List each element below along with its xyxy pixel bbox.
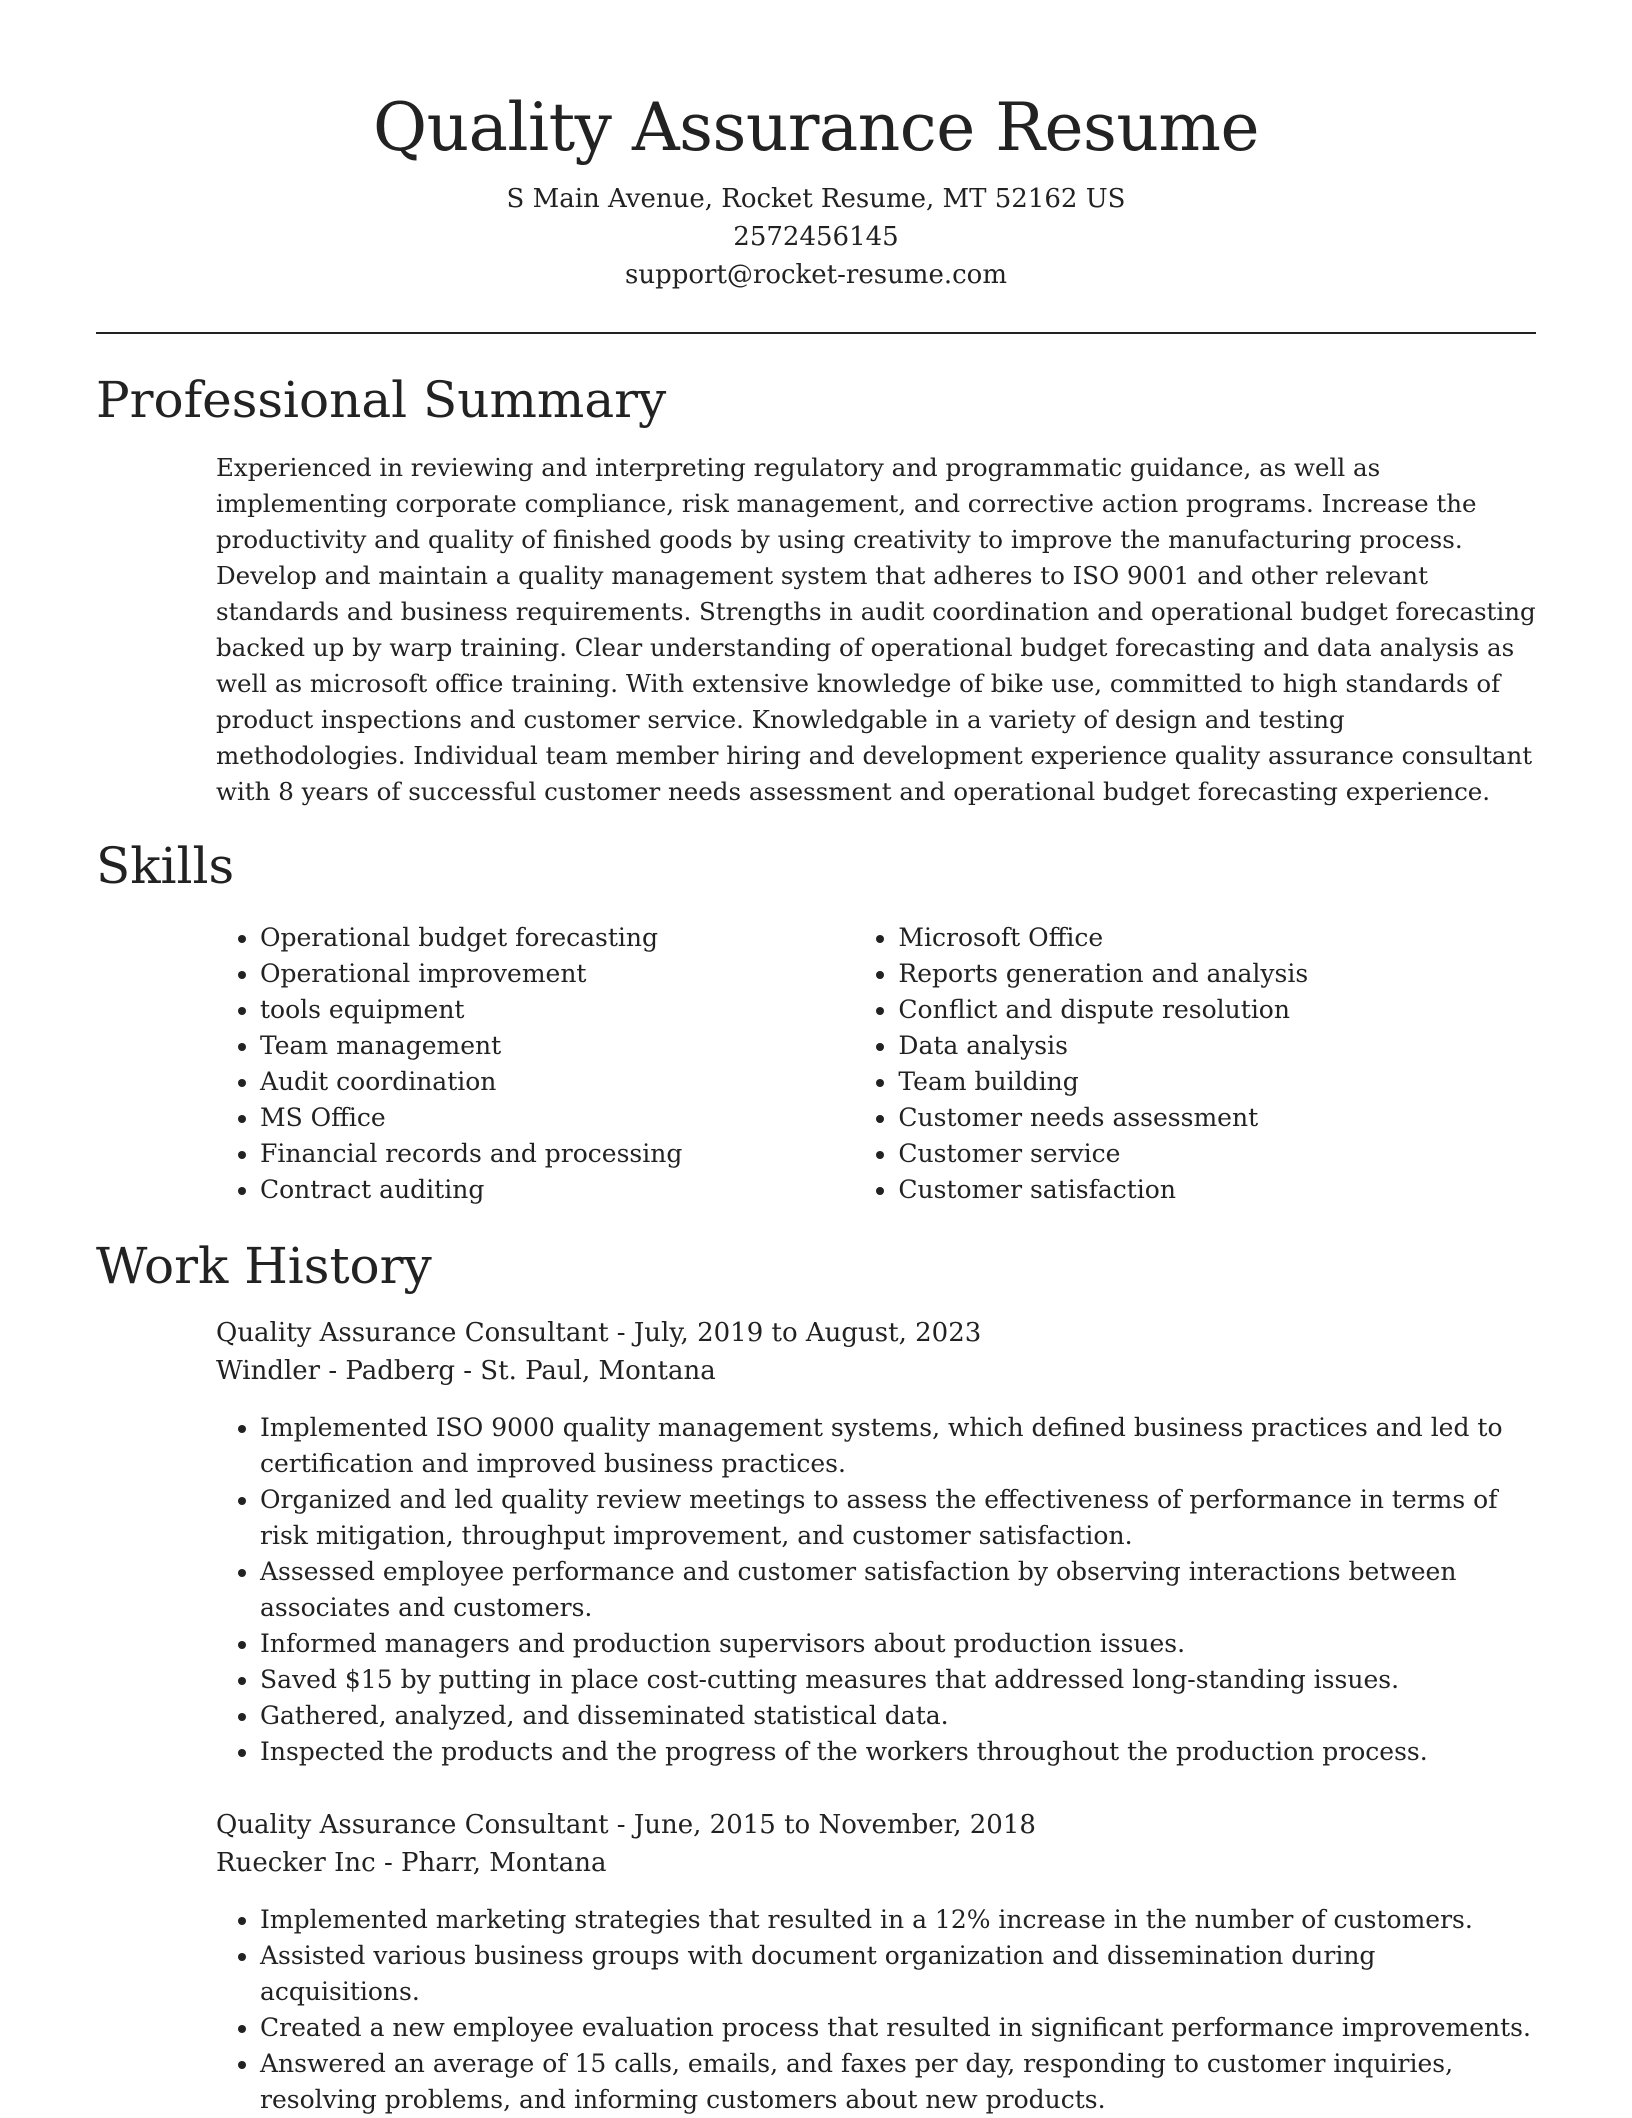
- skills-heading: Skills: [96, 837, 235, 895]
- summary-section: [96, 368, 1536, 810]
- skill-item: • Data analysis: [898, 1028, 1536, 1064]
- job-bullet: • Implemented ISO 9000 quality management systems, which defined business practices and led to certification and improved business practices.: [260, 1410, 1536, 1482]
- skill-item: • Microsoft Office: [898, 920, 1536, 956]
- contact-email: support@rocket-resume.com: [624, 260, 1007, 290]
- job-bullet: • Assessed employee performance and customer satisfaction by observing interactions between associates and customers.: [260, 1554, 1536, 1626]
- summary-heading: Professional Summary: [96, 371, 667, 429]
- job-bullet: • Assisted various business groups with document organization and dissemination during acquisitions.: [260, 1938, 1536, 2010]
- skills-column-left: [216, 920, 854, 1208]
- job-bullet: • Organized and led quality review meetings to assess the effectiveness of performance in terms of risk mitigation, throughput improvement, and customer satisfaction.: [260, 1482, 1536, 1554]
- job-bullet: • Implemented marketing strategies that resulted in a 12% increase in the number of customers.: [260, 1902, 1536, 1938]
- job-bullet-list: [216, 1902, 1536, 2118]
- job-entry: [216, 1314, 1536, 1770]
- job-bullet: • Informed managers and production supervisors about production issues.: [260, 1626, 1536, 1662]
- job-heading: Quality Assurance Consultant - June, 2015 to November, 2018: [216, 1810, 1036, 1840]
- job-entry: [216, 1806, 1536, 2118]
- skills-grid: [216, 920, 1536, 1208]
- header-divider: [96, 332, 1536, 334]
- skill-item: • Team building: [898, 1064, 1536, 1100]
- skill-item: • Team management: [260, 1028, 854, 1064]
- skills-section: [96, 834, 1536, 1208]
- job-company: Ruecker Inc - Pharr, Montana: [216, 1848, 607, 1878]
- resume-page: [96, 0, 1536, 2118]
- resume-header: [96, 0, 1536, 294]
- skill-item: • Operational budget forecasting: [260, 920, 854, 956]
- contact-info: [96, 180, 1536, 294]
- skill-item: • Customer needs assessment: [898, 1100, 1536, 1136]
- contact-address: S Main Avenue, Rocket Resume, MT 52162 US: [506, 184, 1126, 214]
- job-bullet: • Created a new employee evaluation process that resulted in significant performance improvements.: [260, 2010, 1536, 2046]
- skill-item: • Contract auditing: [260, 1172, 854, 1208]
- job-bullet: • Answered an average of 15 calls, emails, and faxes per day, responding to customer inquiries, resolving problems, and informing customers about new products.: [260, 2046, 1536, 2118]
- job-bullet: • Saved $15 by putting in place cost-cutting measures that addressed long-standing issues.: [260, 1662, 1536, 1698]
- job-heading: Quality Assurance Consultant - July, 2019 to August, 2023: [216, 1318, 982, 1348]
- job-company: Windler - Padberg - St. Paul, Montana: [216, 1356, 716, 1386]
- skill-item: • Customer satisfaction: [898, 1172, 1536, 1208]
- skill-item: • Operational improvement: [260, 956, 854, 992]
- resume-title: Quality Assurance Resume: [372, 89, 1260, 166]
- job-bullet: • Gathered, analyzed, and disseminated statistical data.: [260, 1698, 1536, 1734]
- skill-item: • Financial records and processing: [260, 1136, 854, 1172]
- work-history-section: [96, 1234, 1536, 2118]
- skill-item: • Audit coordination: [260, 1064, 854, 1100]
- skill-item: • Customer service: [898, 1136, 1536, 1172]
- skill-item: • Reports generation and analysis: [898, 956, 1536, 992]
- summary-text: Experienced in reviewing and interpreting regulatory and programmatic guidance, as well as implementing corporate compliance, risk management, and corrective action programs. Increase the productivity and quality of finished goods by using creativity to improve the manufacturing process. Develop and maintain a quality management system that adheres to ISO 9001 and other relevant standards and business requirements. Strengths in audit coordination and operational budget forecasting backed up by warp training. Clear understanding of operational budget forecasting and data analysis as well as microsoft office training. With extensive knowledge of bike use, committed to high standards of product inspections and customer service. Knowledgable in a variety of design and testing methodologies. Individual team member hiring and development experience quality assurance consultant with 8 years of successful customer needs assessment and operational budget forecasting experience.: [216, 453, 1536, 806]
- skill-item: • Conflict and dispute resolution: [898, 992, 1536, 1028]
- skill-item: • MS Office: [260, 1100, 854, 1136]
- skill-item: • tools equipment: [260, 992, 854, 1028]
- work-history-heading: Work History: [96, 1237, 432, 1295]
- skills-column-right: [854, 920, 1536, 1208]
- contact-phone: 2572456145: [733, 222, 899, 252]
- job-bullet-list: [216, 1410, 1536, 1770]
- job-bullet: • Inspected the products and the progress of the workers throughout the production process.: [260, 1734, 1536, 1770]
